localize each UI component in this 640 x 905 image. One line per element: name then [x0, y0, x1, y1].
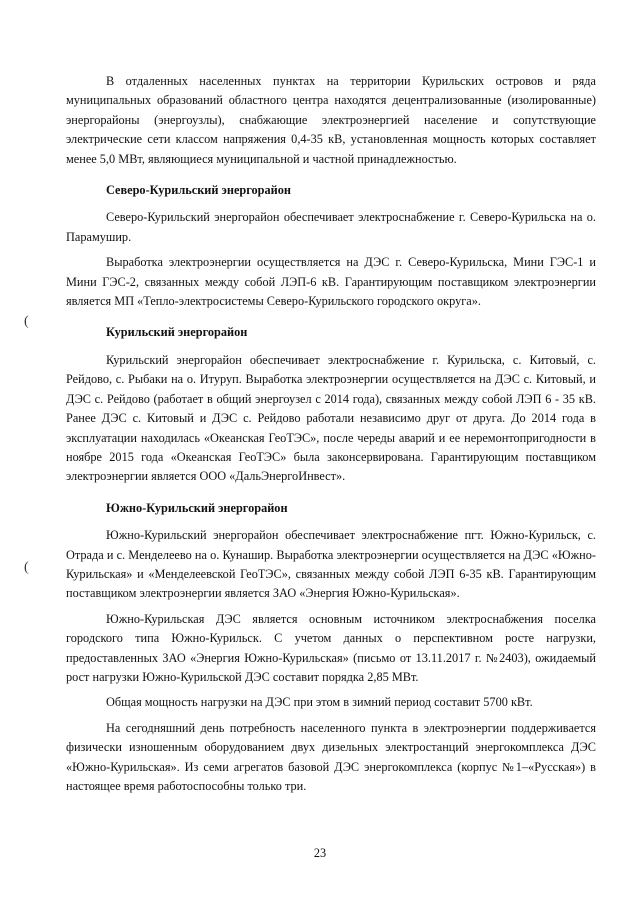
paragraph: Северо-Курильский энергорайон обеспечивает электроснабжение г. Северо-Курильска на о. Парамушир. — [66, 210, 596, 244]
paragraph: Курильский энергорайон обеспечивает электроснабжение г. Курильска, с. Китовый, с. Рейдово, с. Рыбаки на о. Итуруп. Выработка электроэнергии осуществляется на ДЭС с. Китовый, и ДЭС с. Рейдово (работает в общий энергоузел с 2014 года), связанных между собой ЛЭП 6 - 35 кВ. Ранее ДЭС с. Китовый и ДЭС с. Рейдово работали независимо друг от друга. До 2014 года в эксплуатации находилась «Океанская ГеоТЭС», после череды аварий и ее неремонтопригодности в ноябре 2015 года «Океанская ГеоТЭС» была законсервирована. Гарантирующим поставщиком электроэнергии является ООО «ДальЭнергоИнвест». — [66, 352, 596, 484]
section-heading-north-kuril: Северо-Курильский энергорайон — [106, 183, 291, 198]
paragraph: Южно-Курильский энергорайон обеспечивает электроснабжение пгт. Южно-Курильск, с. Отрада и с. Менделеево на о. Кунашир. Выработка электроэнергии осуществляется на ДЭС «Южно-Курильская» и «Менделеевской ГеоТЭС», связанных между собой ЛЭП 6-35 кВ. Гарантирующим поставщиком электроэнергии является ЗАО «Энергия Южно-Курильская». — [66, 528, 596, 601]
section-heading-south-kuril: Южно-Курильский энергорайон — [106, 500, 288, 515]
section-heading-kuril: Курильский энергорайон — [106, 325, 248, 340]
paragraph: На сегодняшний день потребность населенного пункта в электроэнергии поддерживается физически изношенным оборудованием двух дизельных электростанций энергокомплекса ДЭС «Южно-Курильская». Из семи агрегатов базовой ДЭС энергокомплекса (корпус №1–«Русская») в настоящее время работоспособны только три. — [66, 720, 596, 793]
margin-mark-2: ( — [24, 560, 29, 575]
paragraph: Общая мощность нагрузки на ДЭС при этом в зимний период составит 5700 кВт. — [106, 695, 533, 710]
margin-mark-1: ( — [24, 314, 29, 329]
paragraph: Южно-Курильская ДЭС является основным источником электроснабжения поселка городского типа Южно-Курильск. С учетом данных о перспективном росте нагрузки, предоставленных ЗАО «Энергия Южно-Курильская» (письмо от 13.11.2017 г. №2403), ожидаемый рост нагрузки Южно-Курильской ДЭС составит порядка 2,85 МВт. — [66, 611, 596, 684]
intro-paragraph: В отдаленных населенных пунктах на территории Курильских островов и ряда муниципальных образований областного центра находятся децентрализованные (изолированные) энергорайоны (энергоузлы), снабжающие электроэнергией население и сопутствующие электрические сети классом напряжения 0,4-35 кВ, установленная мощность которых составляет менее 5,0 МВт, являющиеся муниципальной и частной принадлежностью. — [66, 74, 596, 166]
paragraph: Выработка электроэнергии осуществляется на ДЭС г. Северо-Курильска, Мини ГЭС-1 и Мини ГЭС-2, связанных между собой ЛЭП-6 кВ. Гарантирующим поставщиком электроэнергии является МП «Тепло-электросистемы Северо-Курильского городского округа». — [66, 255, 596, 309]
document-body — [66, 72, 596, 802]
page-number: 23 — [313, 846, 327, 860]
